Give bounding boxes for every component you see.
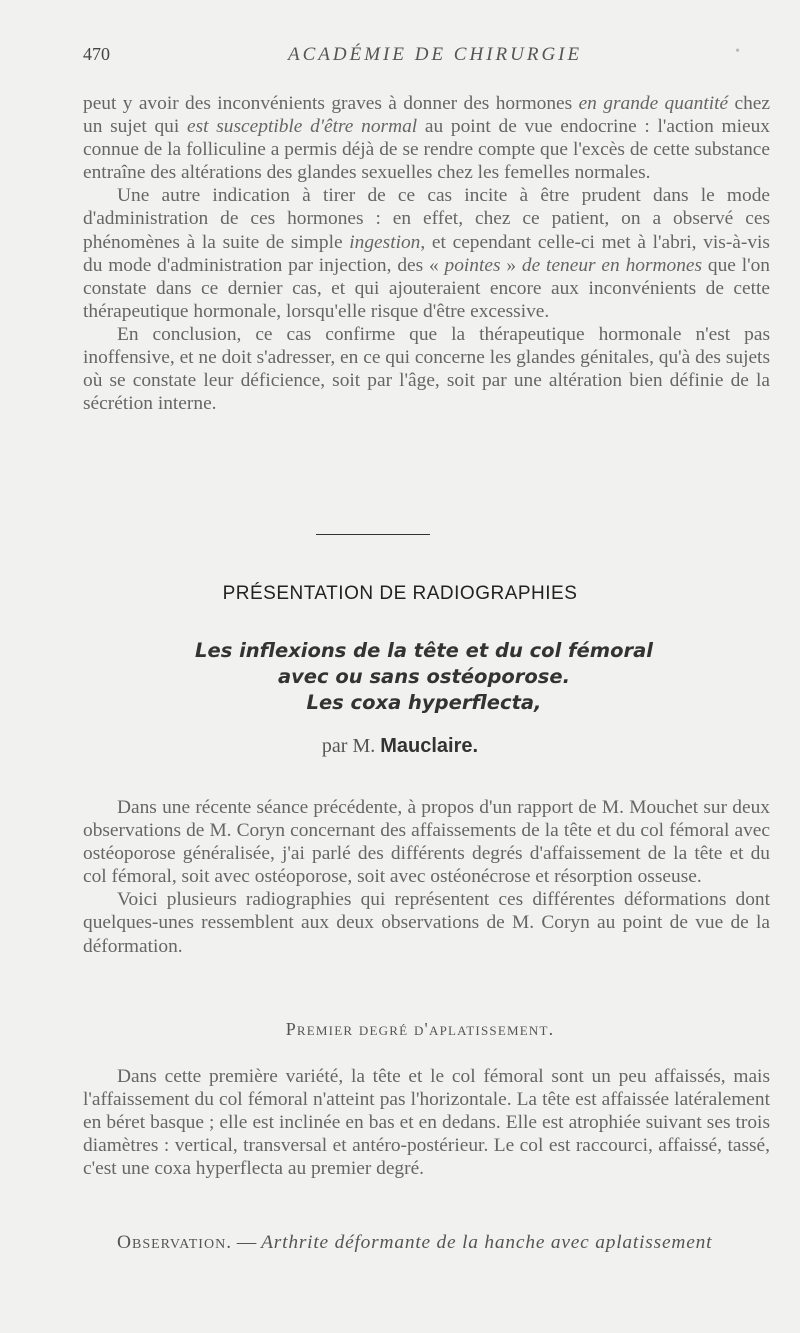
observation-text: Arthrite déformante de la hanche avec aplatissement bbox=[261, 1232, 713, 1253]
paragraph bbox=[83, 1065, 770, 1180]
section-separator bbox=[316, 534, 430, 535]
byline bbox=[0, 735, 800, 758]
section-title: PRÉSENTATION DE RADIOGRAPHIES bbox=[222, 583, 578, 604]
text-run: au point de vue endocrine : l'action mieux connue de la folliculine a permis déjà de se rendre compte que l'excès de cette substance entraîne des altérations des glandes sexuelles chez les femelles normales. bbox=[83, 116, 770, 184]
italic-run: en grande quantité bbox=[578, 93, 729, 114]
italic-run: est susceptible d'être normal bbox=[186, 116, 418, 138]
header-mark: • bbox=[735, 44, 740, 59]
page-header bbox=[83, 44, 740, 70]
paragraph bbox=[83, 92, 770, 184]
paragraph bbox=[83, 796, 770, 888]
subsection-title: Premier degré d'aplatissement. bbox=[285, 1019, 555, 1039]
text-run: peut y avoir des inconvénients graves à donner des hormones bbox=[83, 93, 579, 114]
running-title: ACADÉMIE DE CHIRURGIE bbox=[288, 44, 583, 65]
bottom-text-block bbox=[83, 1065, 770, 1180]
subtitle-line: avec ou sans ostéoporose. bbox=[277, 665, 571, 688]
italic-run: ingestion bbox=[349, 231, 421, 253]
text-run: chez un sujet qui bbox=[83, 93, 770, 138]
italic-run: de teneur en hormones bbox=[521, 254, 703, 276]
paragraph bbox=[83, 184, 770, 323]
text-run: Dans une récente séance précédente, à propos d'un rapport de M. Mouchet sur deux observations de M. Coryn concernant des affaissements de la tête et du col fémoral avec ostéoporose généralisée, j'ai parlé des différents degrés d'affaissement de la tête et du col fémoral, soit avec ostéoporose, soit avec ostéonécrose et résorption osseuse. bbox=[83, 797, 770, 888]
article-subtitle bbox=[0, 638, 800, 716]
text-run: Une autre indication à tirer de ce cas incite à être prudent dans le mode d'administration de ces hormones : en effet, chez ce patient, on a observé ces phénomènes à la suite de simple bbox=[83, 185, 770, 253]
middle-text-block bbox=[83, 796, 770, 958]
observation-label: Observation. bbox=[117, 1232, 233, 1253]
top-text-block bbox=[83, 92, 770, 415]
text-run: , et cependant celle-ci met à l'abri, vis-à-vis du mode d'administration par injection, des « bbox=[83, 231, 770, 276]
text-run: Dans cette première variété, la tête et le col fémoral sont un peu affaissés, mais l'affaissement du col fémoral n'atteint pas l'horizontale. La tête est affaissée latéralement en béret basque ; elle est inclinée en bas et en dedans. Elle est atrophiée suivant ses trois diamètres : vertical, transversal et antéro-postérieur. Le col est raccourci, affaissé, tassé, c'est une coxa hyperflecta au premier degré. bbox=[83, 1066, 770, 1180]
text-run: Voici plusieurs radiographies qui représentent ces différentes déformations dont quelques-unes ressemblent aux deux observations de M. Coryn au point de vue de la déformation. bbox=[83, 889, 770, 957]
byline-prefix: par M. bbox=[321, 735, 381, 757]
text-run: » bbox=[500, 254, 522, 276]
observation-line bbox=[117, 1231, 777, 1254]
text-run: En conclusion, ce cas confirme que la thérapeutique hormonale n'est pas inoffensive, et ne doit s'adresser, en ce qui concerne les glandes génitales, qu'à des sujets où se constate leur déficience, soit par l'âge, soit par une altération bien définie de la sécrétion interne. bbox=[83, 323, 770, 415]
italic-run: pointes bbox=[444, 254, 501, 276]
subtitle-line: Les coxa hyperflecta, bbox=[306, 691, 542, 714]
paragraph bbox=[83, 323, 770, 415]
observation-dash: — bbox=[232, 1232, 262, 1253]
subtitle-line: Les inflexions de la tête et du col fémoral bbox=[195, 639, 653, 662]
paragraph bbox=[83, 888, 770, 957]
page-number: 470 bbox=[83, 44, 110, 64]
author-name: Mauclaire. bbox=[380, 735, 479, 757]
text-run: que l'on constate dans ce dernier cas, et qui ajouteraient encore aux inconvénients de cette thérapeutique hormonale, lorsqu'elle risque d'être excessive. bbox=[83, 254, 771, 322]
